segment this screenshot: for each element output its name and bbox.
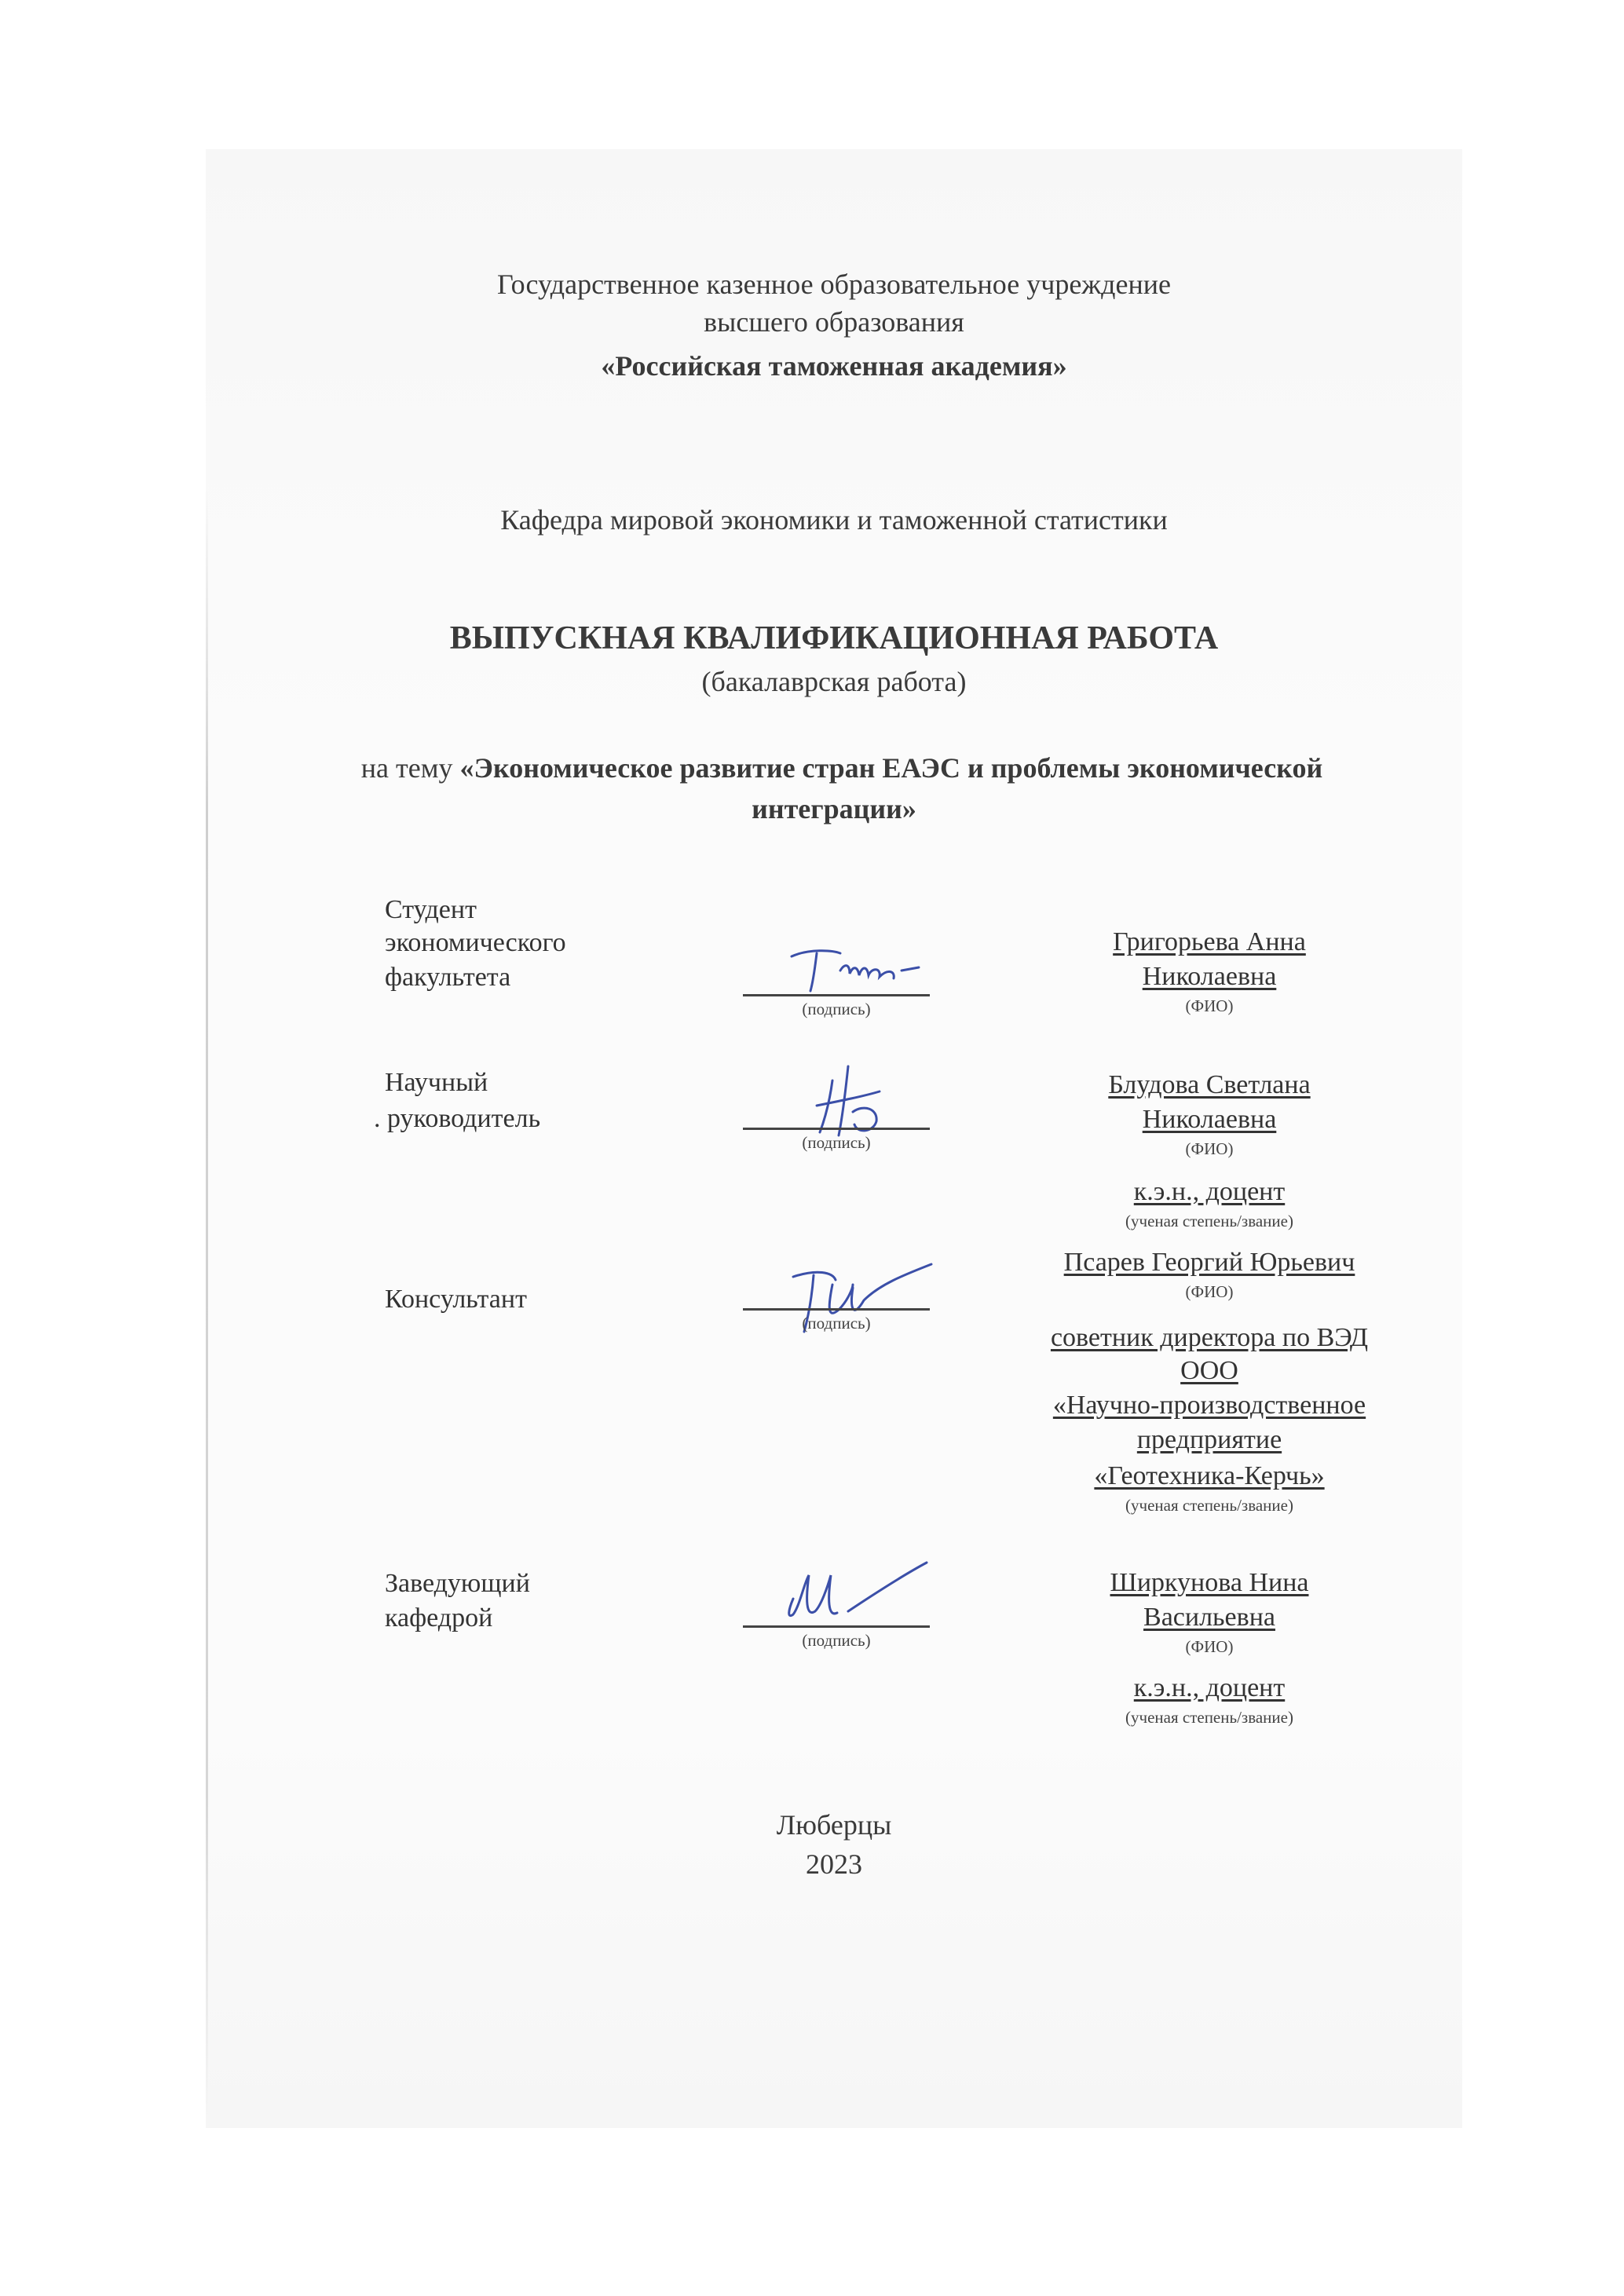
head-degree-caption: (ученая степень/звание) [1125, 1708, 1293, 1727]
consultant-position-1: советник директора по ВЭД [1050, 1323, 1369, 1352]
city: Люберцы [776, 1809, 892, 1841]
consultant-fio-caption: (ФИО) [1185, 1282, 1234, 1301]
student-label-3: факультета [385, 963, 511, 992]
student-name-line-2: Николаевна [1142, 962, 1277, 991]
supervisor-name-line-1: Блудова Светлана [1108, 1070, 1311, 1099]
consultant-signature-caption: (подпись) [802, 1314, 871, 1333]
supervisor-label-1: Научный [385, 1068, 488, 1097]
topic-title-part-1: «Экономическое развитие стран ЕАЭС и проблемы экономической [459, 752, 1323, 784]
head-name-line-1: Ширкунова Нина [1110, 1568, 1309, 1597]
supervisor-signature [801, 1057, 911, 1143]
institution-type: Государственное казенное образовательное учреждение [497, 269, 1171, 300]
head-label-2: кафедрой [385, 1603, 493, 1632]
supervisor-label-2: . руководитель [374, 1104, 541, 1133]
student-signature-caption: (подпись) [802, 1000, 871, 1018]
institution-name: «Российская таможенная академия» [601, 350, 1067, 382]
student-fio-caption: (ФИО) [1185, 996, 1234, 1015]
consultant-position-4: предприятие [1136, 1425, 1282, 1454]
student-signature-line [743, 994, 930, 996]
student-label-1: Студент [385, 895, 477, 924]
consultant-name: Псарев Георгий Юрьевич [1063, 1248, 1355, 1277]
topic-line-1 [206, 751, 1478, 785]
department-name: Кафедра мировой экономики и таможенной статистики [500, 504, 1168, 536]
topic-prefix: на тему [360, 752, 460, 784]
head-signature-caption: (подпись) [802, 1631, 871, 1650]
topic-title-part-2: интеграции» [752, 793, 916, 824]
consultant-position-2: ООО [1180, 1356, 1238, 1385]
consultant-position-5: «Геотехника-Керчь» [1094, 1461, 1325, 1490]
year: 2023 [806, 1848, 862, 1880]
consultant-position-3: «Научно-производственное [1052, 1391, 1366, 1420]
consultant-label: Консультант [385, 1285, 527, 1314]
supervisor-signature-line [743, 1128, 930, 1130]
head-label-1: Заведующий [385, 1569, 530, 1598]
head-degree: к.э.н., доцент [1133, 1673, 1286, 1702]
student-signature [777, 939, 942, 1002]
head-signature-line [743, 1625, 930, 1628]
supervisor-fio-caption: (ФИО) [1185, 1139, 1234, 1158]
supervisor-degree-caption: (ученая степень/звание) [1125, 1212, 1293, 1230]
head-fio-caption: (ФИО) [1185, 1637, 1234, 1656]
student-name-line-1: Григорьева Анна [1113, 927, 1306, 956]
supervisor-signature-caption: (подпись) [802, 1133, 871, 1152]
work-subtitle: (бакалаврская работа) [701, 666, 967, 697]
work-title: ВЫПУСКНАЯ КВАЛИФИКАЦИОННАЯ РАБОТА [449, 620, 1219, 656]
consultant-degree-caption: (ученая степень/звание) [1125, 1496, 1293, 1515]
supervisor-degree: к.э.н., доцент [1133, 1177, 1286, 1206]
consultant-signature-line [743, 1308, 930, 1311]
supervisor-name-line-2: Николаевна [1142, 1105, 1277, 1134]
institution-level: высшего образования [704, 306, 964, 338]
head-name-line-2: Васильевна [1143, 1603, 1275, 1632]
student-label-2: экономического [385, 928, 566, 957]
